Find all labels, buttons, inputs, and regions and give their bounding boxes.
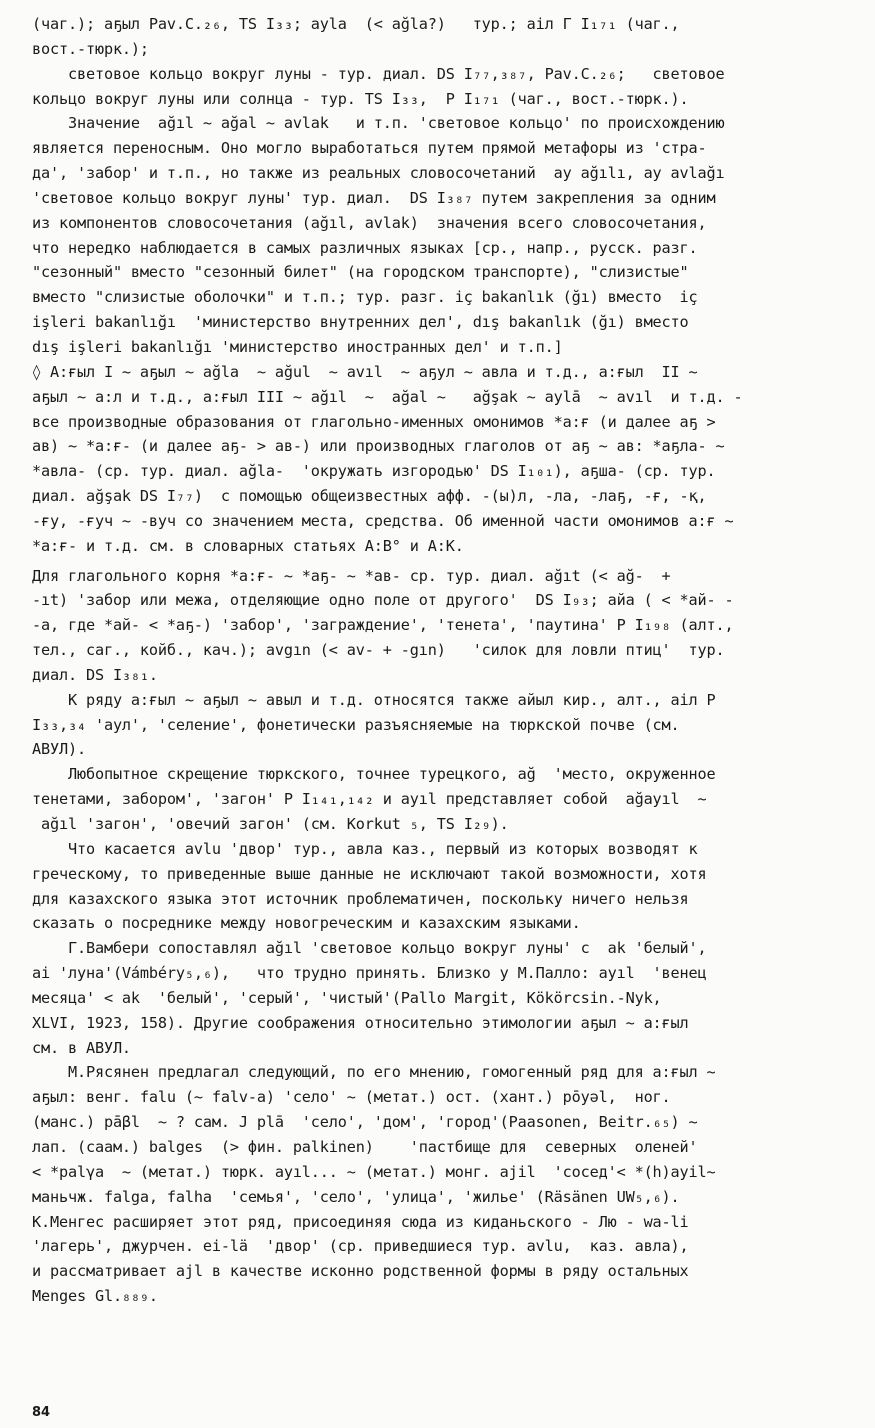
text-line: для казахского языка этот источник проблематичен, поскольку ничего нельзя [32, 889, 689, 908]
text-line: диал. ağşak DS I₇₇) с помощью общеизвестных афф. -(ы)л, -ла, -лаҕ, -ғ, -қ, [32, 487, 707, 506]
text-line: ав) ~ *а:ғ- (и далее аҕ- > ав-) или производных глаголов от аҕ ~ ав: *аҕла- ~ [32, 437, 725, 456]
text-line: является переносным. Оно могло выработаться путем прямой метафоры из 'стра- [32, 139, 707, 158]
text-line: ai 'луна'(Vámbéry₅,₆), что трудно принять. Близко у М.Палло: ayıl 'венец [32, 964, 707, 983]
text-line: см. в АВУЛ. [32, 1038, 131, 1057]
text-line: *авла- (ср. тур. диал. ağla- 'окружать изгородью' DS I₁₀₁), аҕша- (ср. тур. [32, 462, 716, 481]
text-line: световое кольцо вокруг луны - тур. диал. DS I₇₇,₃₈₇, Pav.C.₂₆; световое [32, 64, 725, 83]
text-line: "сезонный" вместо "сезонный билет" (на городском транспорте), "слизистые" [32, 263, 689, 282]
document-body [32, 12, 852, 1309]
text-line: греческому, то приведенные выше данные не исключают такой возможности, хотя [32, 864, 707, 883]
text-line: XLVI, 1923, 158). Другие соображения относительно этимологии аҕыл ~ а:ғыл [32, 1013, 689, 1032]
text-line: -а, где *ай- < *аҕ-) 'забор', 'заграждение', 'тенета', 'паутина' P I₁₉₈ (алт., [32, 616, 734, 635]
text-line: ◊ А:ғыл I ~ аҕыл ~ ağla ~ ağul ~ avıl ~ аҕул ~ авла и т.д., а:ғыл II ~ [32, 362, 698, 381]
text-line: из компонентов словосочетания (ağıl, avlak) значения всего словосочетания, [32, 213, 707, 232]
text-line: да', 'забор' и т.п., но также из реальных словосочетаний ay ağılı, ay avlağı [32, 164, 725, 183]
text-line: вместо "слизистые оболочки" и т.п.; тур. разг. iç bakanlık (ğı) вместо iç [32, 288, 698, 307]
text-line: ağıl 'загон', 'овечий загон' (см. Korkut ₅, TS I₂₉). [32, 815, 509, 833]
text-line: 'лагерь', джурчен. ei-lä 'двор' (ср. приведшиеся тур. avlu, каз. авла), [32, 1237, 689, 1256]
text-line: АВУЛ). [32, 740, 86, 759]
text-line: сказать о посреднике между новогреческим и казахским языками. [32, 914, 581, 933]
text-line: Menges Gl.₈₈₉. [32, 1287, 158, 1306]
text-line: Что касается avlu 'двор' тур., авла каз., первый из которых возводят к [32, 839, 698, 858]
text-line: Значение ağıl ~ ağal ~ avlak и т.п. 'световое кольцо' по происхождению [32, 114, 725, 133]
text-line: что нередко наблюдается в самых различных языках [ср., напр., русск. разг. [32, 238, 698, 257]
text-line: кольцо вокруг луны или солнца - тур. TS I₃₃, P I₁₇₁ (чаг., вост.-тюрк.). [32, 89, 689, 108]
text-line: dış işleri bakanlığı 'министерство иностранных дел' и т.п.] [32, 337, 563, 356]
page-number: 84 [32, 1405, 51, 1420]
text-line: тенетами, забором', 'загон' P I₁₄₁,₁₄₂ и ayıl представляет собой ağayıl ~ [32, 790, 707, 809]
text-line: I₃₃,₃₄ 'аул', 'селение', фонетически разъясняемые на тюркской почве (см. [32, 715, 680, 734]
text-line: -ıt) 'забор или межа, отделяющие одно поле от другого' DS I₉₃; айа ( < *ай- - [32, 591, 734, 610]
text-line: < *palγa ~ (метат.) тюрк. ayıl... ~ (метат.) монг. ajil 'сосед'< *(h)ayil~ [32, 1162, 716, 1181]
text-line: аҕыл ~ а:л и т.д., а:ғыл III ~ ağıl ~ ağal ~ ağşak ~ aylā ~ avıl и т.д. - [32, 387, 743, 406]
text-line: диал. DS I₃₈₁. [32, 665, 158, 684]
text-line: Г.Вамбери сопоставлял ağıl 'световое кольцо вокруг луны' с ak 'белый', [32, 939, 707, 958]
text-line: (манс.) pāβl ~ ? сам. J plā 'село', 'дом', 'город'(Paasonen, Beitr.₆₅) ~ [32, 1113, 698, 1132]
text-line: К.Менгес расширяет этот ряд, присоединяя сюда из киданьского - Лю - wa-li [32, 1212, 689, 1231]
text-line: все производные образования от глагольно-именных омонимов *а:ғ (и далее аҕ > [32, 412, 716, 431]
text-line: вост.-тюрк.); [32, 39, 149, 58]
text-line: месяца' < ak 'белый', 'серый', 'чистый'(Pallo Margit, Kökörcsin.-Nyk, [32, 988, 662, 1007]
text-line: лап. (саам.) balges (> фин. palkinen) 'пастбище для северных оленей' [32, 1137, 698, 1156]
text-line: М.Рясянен предлагал следующий, по его мнению, гомогенный ряд для а:ғыл ~ [32, 1063, 716, 1082]
text-line: (чаг.); аҕыл Pav.C.₂₆, TS I₃₃; ayla (< ağla?) тур.; аіл Г I₁₇₁ (чаг., [32, 15, 680, 33]
text-line: Любопытное скрещение тюркского, точнее турецкого, ağ 'место, окруженное [32, 765, 716, 784]
text-line: -ғу, -ғуч ~ -вуч со значением места, средства. Об именной части омонимов а:ғ ~ [32, 511, 734, 530]
text-line: тел., саг., койб., кач.); avgın (< av- + -gın) 'силок для ловли птиц' тур. [32, 641, 725, 660]
text-line: Для глагольного корня *а:ғ- ~ *аҕ- ~ *ав- ср. тур. диал. ağıt (< ağ- + [32, 566, 671, 585]
text-line: маньчж. falga, falha 'семья', 'село', 'улица', 'жилье' (Räsänen UW₅,₆). [32, 1187, 680, 1206]
text-line: аҕыл: венг. falu (~ falv-a) 'село' ~ (метат.) ост. (хант.) pōyəl, ног. [32, 1088, 671, 1107]
text-line: 'световое кольцо вокруг луны' тур. диал. DS I₃₈₇ путем закрепления за одним [32, 188, 716, 207]
text-line: *а:ғ- и т.д. см. в словарных статьях А:В° и А:К. [32, 536, 464, 555]
text-line: işleri bakanlığı 'министерство внутренних дел', dış bakanlık (ğı) вместо [32, 313, 689, 332]
text-line: и рассматривает ajl в качестве исконно родственной формы в ряду остальных [32, 1262, 689, 1281]
text-line: К ряду а:ғыл ~ аҕыл ~ авыл и т.д. относятся также айыл кир., алт., аіл P [32, 690, 716, 709]
